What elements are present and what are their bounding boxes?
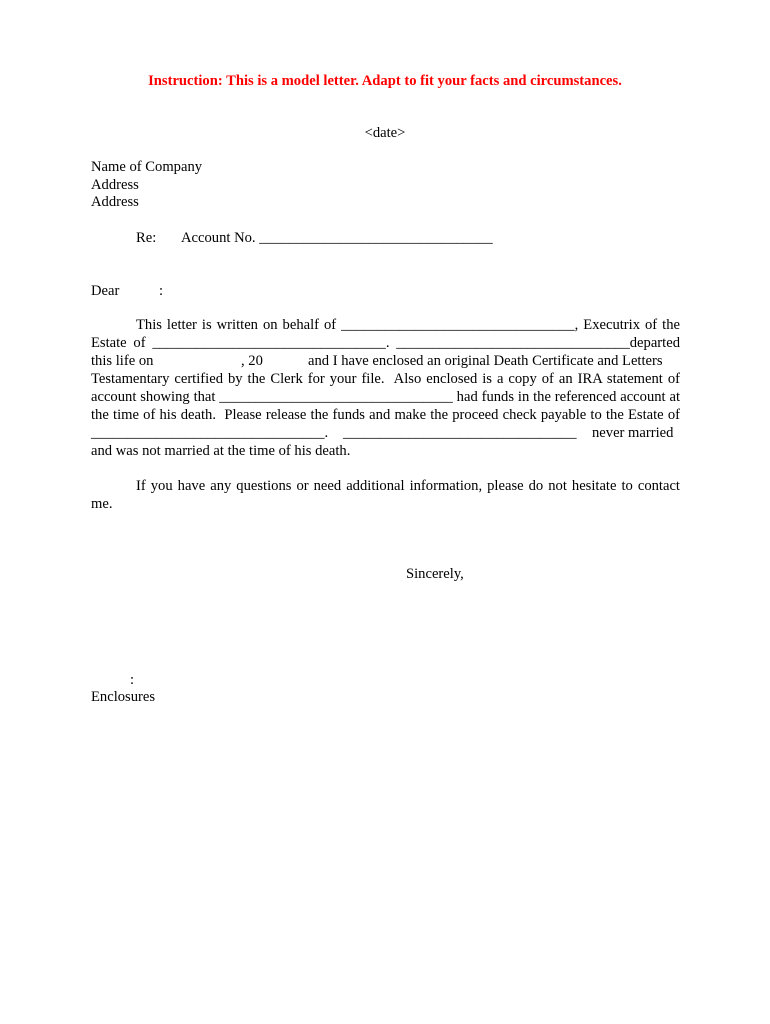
closing-line-2: me. [91, 496, 113, 512]
body-line-5: account showing that ________________________________ had funds in the referenced account at [91, 389, 680, 405]
date-placeholder: <date> [364, 125, 406, 141]
sincerely: Sincerely, [406, 566, 464, 582]
body-line-7c: never married [592, 425, 674, 441]
signature-colon: : [130, 672, 135, 688]
body-line-4: Testamentary certified by the Clerk for your file. Also enclosed is a copy of an IRA statement of [91, 371, 680, 387]
body-line-3c: and I have enclosed an original Death Certificate and Letters [308, 353, 663, 369]
body-line-7b: ________________________________ [343, 425, 577, 441]
body-line-6: the time of his death. Please release the funds and make the proceed check payable to the Estate of [91, 407, 680, 423]
re-label: Re: [136, 230, 157, 246]
closing-line-1: If you have any questions or need additional information, please do not hesitate to contact [136, 478, 680, 494]
recipient-address-line2: Address [91, 194, 139, 210]
body-line-7a: ________________________________. [91, 425, 329, 441]
salutation-dear: Dear [91, 283, 120, 299]
body-line-8: and was not married at the time of his death. [91, 443, 351, 459]
recipient-address-line1: Address [91, 177, 139, 193]
instruction-banner: Instruction: This is a model letter. Adapt to fit your facts and circumstances. [148, 73, 622, 89]
body-line-3b: , 20 [241, 353, 263, 369]
recipient-name: Name of Company [91, 159, 203, 175]
re-account-number: Account No. ________________________________ [181, 230, 493, 246]
body-line-1: This letter is written on behalf of ________________________________, Executrix of the [136, 317, 680, 333]
salutation-colon: : [159, 283, 164, 299]
enclosures: Enclosures [91, 689, 156, 705]
body-line-2: Estate of ________________________________. ________________________________departed [91, 335, 680, 351]
body-line-3a: this life on [91, 353, 154, 369]
